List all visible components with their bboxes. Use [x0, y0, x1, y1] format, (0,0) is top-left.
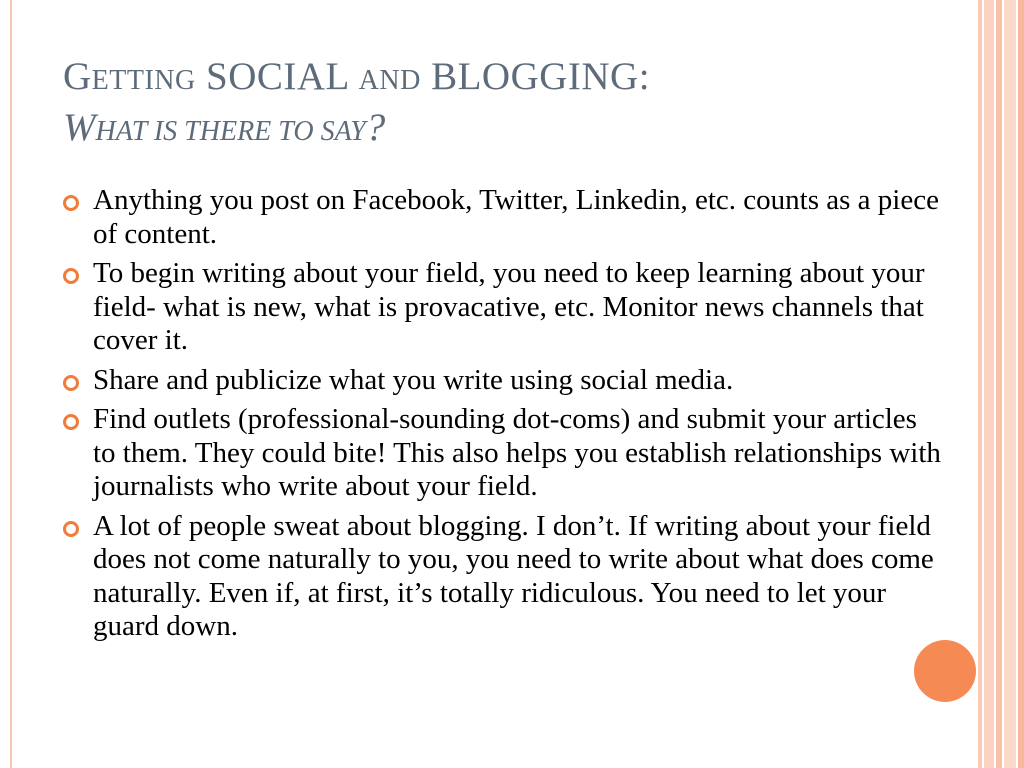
bullet-text: Share and publicize what you write using social media.	[93, 363, 734, 396]
circle-bullet-icon	[63, 375, 79, 391]
left-border-line	[10, 0, 12, 768]
circle-bullet-icon	[63, 195, 79, 211]
right-stripe-1	[978, 0, 982, 768]
slide-title	[63, 52, 943, 154]
bullet-text: To begin writing about your field, you need to keep learning about your field- what is new, what is provacative, etc. Monitor news channels that cover it.	[93, 257, 925, 356]
bullet-text: Anything you post on Facebook, Twitter, Linkedin, etc. counts as a piece of content.	[93, 184, 939, 250]
circle-bullet-icon	[63, 521, 79, 537]
bullet-item	[63, 510, 943, 644]
bullet-item	[63, 184, 943, 251]
bullet-item	[63, 257, 943, 358]
bullet-list	[63, 184, 943, 650]
title-line-1	[63, 52, 943, 106]
right-stripe-2	[984, 0, 994, 768]
right-stripe-3	[996, 0, 1002, 768]
decorative-circle	[914, 640, 976, 702]
title-segment: G	[63, 55, 92, 98]
title-segment: SOCIAL	[195, 55, 359, 98]
bullet-item	[63, 403, 943, 504]
bullet-item	[63, 364, 943, 398]
bullet-text: A lot of people sweat about blogging. I don’t. If writing about your field does not come naturally to you, you need to write about what does come naturally. Even if, at first, it’s totally ridiculous. You need to let your guard down.	[93, 509, 934, 642]
circle-bullet-icon	[63, 268, 79, 284]
bullet-text: Find outlets (professional-sounding dot-coms) and submit your articles to them. They could bite! This also helps you establish relationships with journalists who write about your field.	[93, 403, 941, 502]
title-segment: AND	[358, 65, 421, 96]
title-segment: ?	[365, 106, 386, 149]
title-segment: HAT IS THERE TO SAY	[95, 116, 366, 147]
title-segment: W	[63, 106, 96, 149]
title-segment: ETTING	[91, 65, 196, 96]
circle-bullet-icon	[63, 414, 79, 430]
title-segment: BLOGGING:	[420, 55, 651, 98]
right-stripe-5	[1018, 0, 1024, 768]
title-line-2	[63, 106, 943, 154]
right-stripe-4	[1004, 0, 1016, 768]
